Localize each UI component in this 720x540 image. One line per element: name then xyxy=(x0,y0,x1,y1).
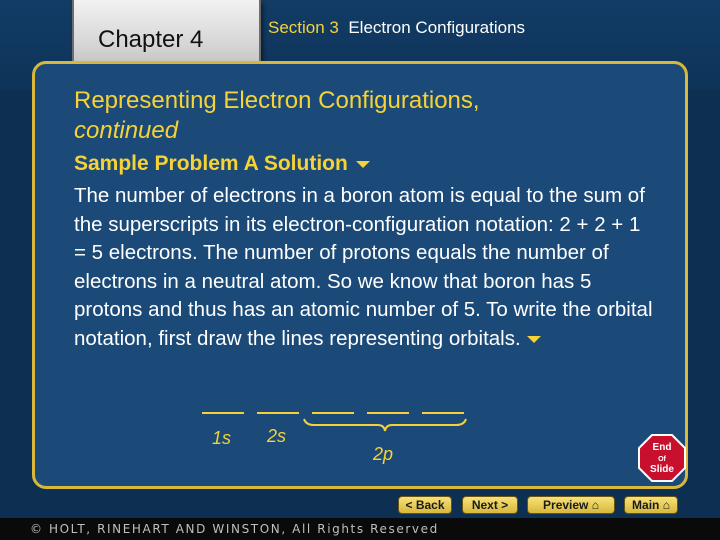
orbital-brace xyxy=(300,417,470,437)
orbital-line-2p-1 xyxy=(312,412,354,414)
body-paragraph: The number of electrons in a boron atom is equal to the sum of the superscripts in its electron-configuration notation: 2 + 2 + 1 = 5 electrons. The number of protons equals the number of electrons in a neutral atom. So we know that boron has 5 protons and thus has an atomic number of 5. To write the orbital notation, first draw the lines representing orbitals. xyxy=(74,184,653,350)
orbital-line-1s xyxy=(202,412,244,414)
body-text xyxy=(74,182,654,353)
home-icon: ⌂ xyxy=(591,498,599,512)
slide-title-main: Representing Electron Configurations, xyxy=(74,87,480,114)
subheading-text: Sample Problem A Solution xyxy=(74,152,348,175)
end-slide-line1: End xyxy=(652,442,672,453)
slide-title-continued: continued xyxy=(74,117,179,144)
preview-button[interactable] xyxy=(527,496,615,514)
next-button[interactable] xyxy=(462,496,518,514)
orbital-label-2p: 2p xyxy=(373,444,394,464)
back-label: < Back xyxy=(405,498,445,512)
subheading xyxy=(74,152,370,176)
section-number: Section 3 xyxy=(268,18,339,37)
orbital-line-2p-3 xyxy=(422,412,464,414)
back-button[interactable] xyxy=(398,496,452,514)
preview-label: Preview xyxy=(543,498,589,512)
arrow-down-icon xyxy=(356,161,370,168)
section-title: Electron Configurations xyxy=(348,18,526,37)
home-icon: ⌂ xyxy=(662,498,670,512)
orbital-line-2s xyxy=(257,412,299,414)
orbital-line-2p-2 xyxy=(367,412,409,414)
section-label xyxy=(268,18,525,38)
main-button[interactable] xyxy=(624,496,678,514)
copyright-text: © HOLT, RINEHART AND WINSTON, All Rights Reserved xyxy=(30,522,439,536)
orbital-label-2s: 2s xyxy=(267,426,287,446)
end-slide-line2: Of xyxy=(658,456,666,463)
next-label: Next > xyxy=(471,498,509,512)
slide-title xyxy=(74,86,480,146)
orbital-label-1s: 1s xyxy=(212,428,232,448)
main-label: Main xyxy=(632,498,660,512)
arrow-down-icon xyxy=(527,336,541,343)
chapter-label: Chapter 4 xyxy=(98,26,204,53)
end-slide-line3: Slide xyxy=(650,464,674,475)
end-of-slide-button[interactable] xyxy=(638,434,686,482)
